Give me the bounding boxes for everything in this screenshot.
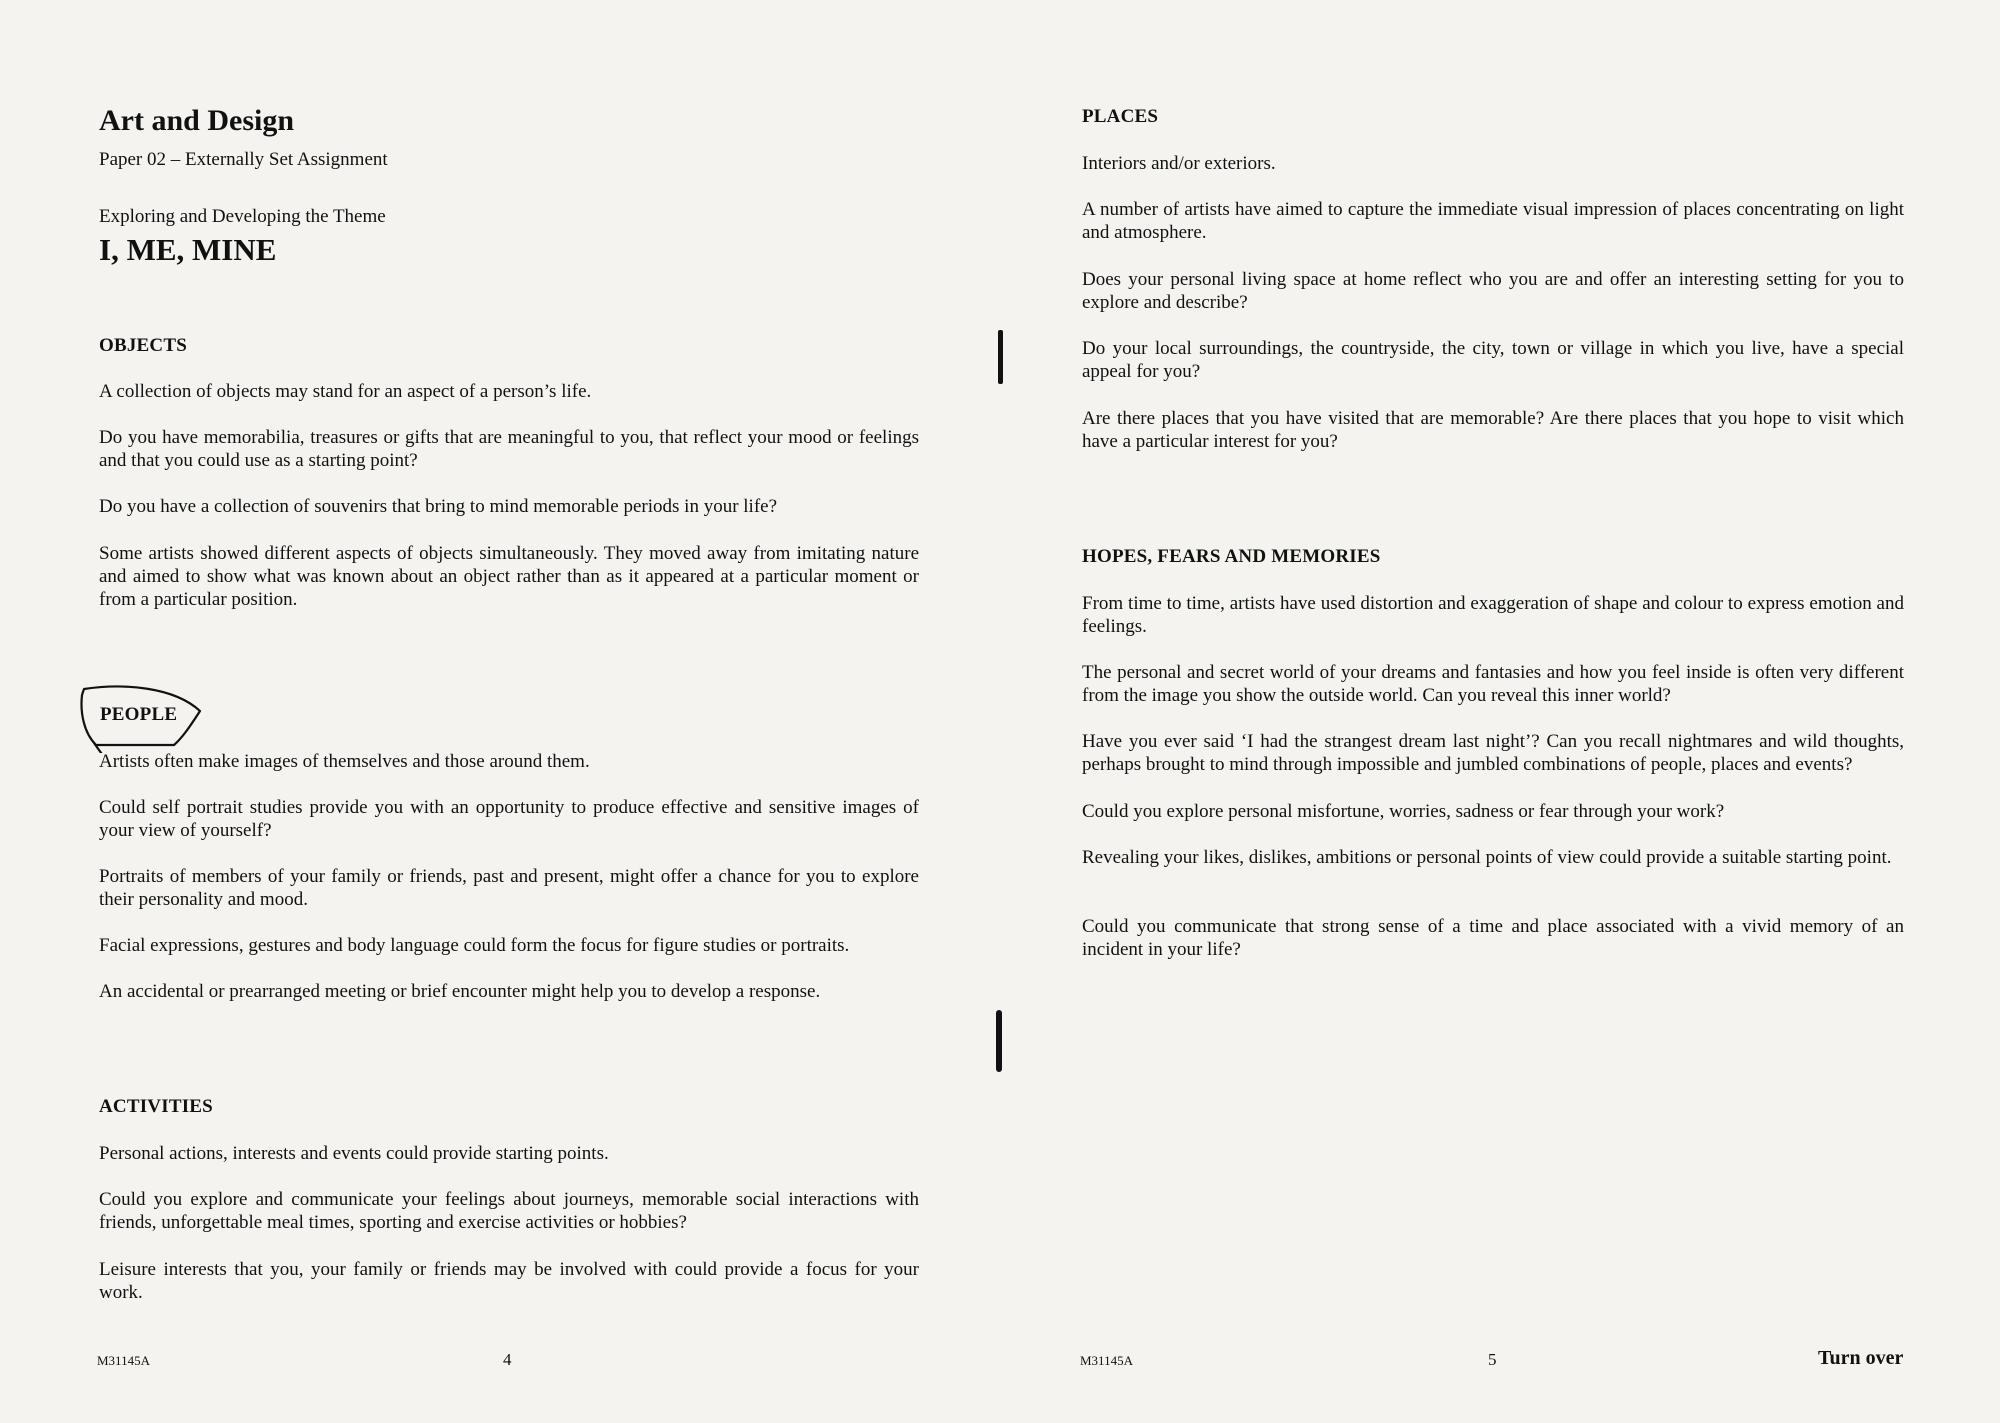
- people-heading: PEOPLE: [100, 704, 178, 725]
- paper-code: M31145A: [1080, 1353, 1133, 1368]
- hopes-paragraph: The personal and secret world of your dreams and fantasies and how you feel inside is often very different from the image you show the outside world. Can you reveal this inner world?: [1082, 662, 1904, 706]
- places-paragraph: Do your local surroundings, the countryside, the city, town or village in which you live, have a special appeal for you?: [1082, 338, 1904, 382]
- objects-paragraph: Do you have memorabilia, treasures or gifts that are meaningful to you, that reflect your mood or feelings and that you could use as a starting point?: [99, 427, 919, 471]
- hopes-paragraph: Have you ever said ‘I had the strangest dream last night’? Can you recall nightmares and wild thoughts, perhaps brought to mind through impossible and jumbled combinations of people, places and events?: [1082, 731, 1904, 775]
- activities-paragraph: Could you explore and communicate your feelings about journeys, memorable social interactions with friends, unforgettable meal times, sporting and exercise activities or hobbies?: [99, 1189, 919, 1233]
- people-paragraph: Facial expressions, gestures and body language could form the focus for figure studies or portraits.: [99, 935, 850, 956]
- people-paragraph: Portraits of members of your family or friends, past and present, might offer a chance for you to explore their personality and mood.: [99, 866, 919, 910]
- activities-heading: ACTIVITIES: [99, 1096, 213, 1117]
- places-paragraph: Does your personal living space at home reflect who you are and offer an interesting setting for you to explore and describe?: [1082, 269, 1904, 313]
- paper-code: M31145A: [97, 1353, 150, 1368]
- activities-paragraph: Leisure interests that you, your family or friends may be involved with could provide a focus for your work.: [99, 1259, 919, 1303]
- places-heading: PLACES: [1082, 106, 1159, 127]
- hopes-paragraph: Revealing your likes, dislikes, ambitions or personal points of view could provide a suitable starting point.: [1082, 847, 1892, 868]
- theme-title: I, ME, MINE: [99, 232, 277, 267]
- document-title: Art and Design: [99, 104, 295, 137]
- page-number: 4: [503, 1350, 512, 1369]
- objects-heading: OBJECTS: [99, 335, 187, 356]
- objects-paragraph: Do you have a collection of souvenirs that bring to mind memorable periods in your life?: [99, 496, 778, 517]
- activities-paragraph: Personal actions, interests and events could provide starting points.: [99, 1143, 609, 1164]
- hopes-paragraph: Could you explore personal misfortune, worries, sadness or fear through your work?: [1082, 801, 1725, 822]
- theme-intro: Exploring and Developing the Theme: [99, 206, 386, 227]
- turn-over-label: Turn over: [1818, 1347, 1904, 1369]
- people-paragraph: Artists often make images of themselves and those around them.: [99, 751, 590, 772]
- page-number: 5: [1488, 1350, 1497, 1369]
- places-paragraph: Are there places that you have visited that are memorable? Are there places that you hope to visit which have a particular interest for you?: [1082, 408, 1904, 452]
- right-page: [1000, 0, 2000, 1423]
- hopes-paragraph: From time to time, artists have used distortion and exaggeration of shape and colour to express emotion and feelings.: [1082, 593, 1904, 637]
- places-paragraph: A number of artists have aimed to capture the immediate visual impression of places concentrating on light and atmosphere.: [1082, 199, 1904, 243]
- places-paragraph: Interiors and/or exteriors.: [1082, 153, 1276, 174]
- objects-paragraph: Some artists showed different aspects of objects simultaneously. They moved away from imitating nature and aimed to show what was known about an object rather than as it appeared at a particular moment or from a particular position.: [99, 543, 919, 610]
- hopes-fears-memories-heading: HOPES, FEARS AND MEMORIES: [1082, 546, 1381, 567]
- paper-subtitle: Paper 02 – Externally Set Assignment: [99, 149, 388, 170]
- objects-paragraph: A collection of objects may stand for an aspect of a person’s life.: [99, 381, 592, 402]
- hopes-paragraph: Could you communicate that strong sense of a time and place associated with a vivid memory of an incident in your life?: [1082, 916, 1904, 960]
- people-paragraph: Could self portrait studies provide you with an opportunity to produce effective and sensitive images of your view of yourself?: [99, 797, 919, 841]
- people-paragraph: An accidental or prearranged meeting or brief encounter might help you to develop a response.: [99, 981, 821, 1002]
